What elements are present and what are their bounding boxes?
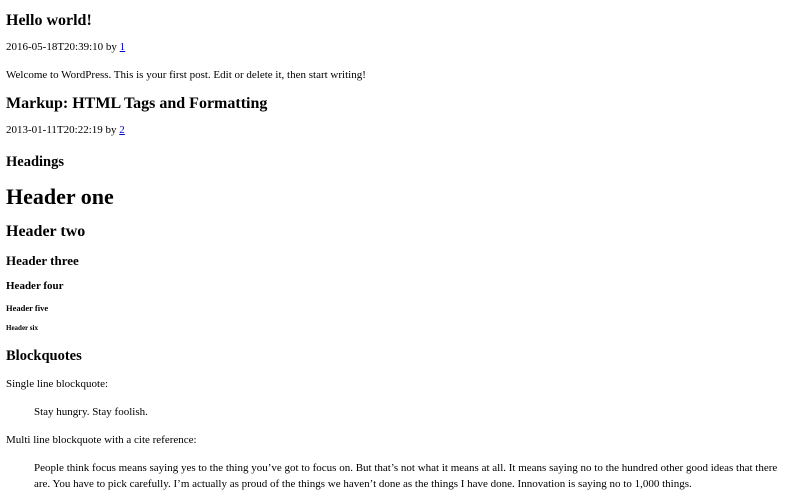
multi-blockquote [6,461,794,493]
heading-level-5: Header five [6,303,49,314]
post-by-label: by [105,40,117,53]
section-blockquotes-title: Blockquotes [6,348,82,365]
heading-level-1: Header one [6,183,114,209]
post-meta [6,40,794,56]
post-date: 2016-05-18T20:39:10 [6,40,104,53]
multi-blockquote-label: Multi line blockquote with a cite reference: [6,433,197,446]
post-content: Welcome to WordPress. This is your first post. Edit or delete it, then start writing! [6,68,366,81]
page-title: Hello world! [6,12,92,29]
post-meta-markup [6,123,794,139]
section-headings-title: Headings [6,154,65,170]
post-title-markup: Markup: HTML Tags and Formatting [6,95,268,113]
post-date: 2013-01-11T20:22:19 [6,124,103,137]
single-blockquote-label: Single line blockquote: [6,378,109,391]
post-author-link[interactable]: 1 [119,40,126,53]
post-by-label: by [105,124,117,137]
single-blockquote [6,405,794,421]
single-blockquote-text: Stay hungry. Stay foolish. [34,406,148,419]
heading-level-2: Header two [6,223,86,241]
multi-blockquote-text: People think focus means saying yes to the thing you’ve got to focus on. But that’s not what it means at all. It means saying no to the hundred other good ideas that there are. You have to pick carefully. I’m actually as proud of the things we haven’t done as the things I have done. Innovation is saying no to 1,000 things. [34,461,778,490]
post-author-link[interactable]: 2 [119,124,125,137]
heading-level-4: Header four [6,280,64,293]
heading-level-3: Header three [6,252,79,268]
heading-level-6: Header six [6,324,38,333]
